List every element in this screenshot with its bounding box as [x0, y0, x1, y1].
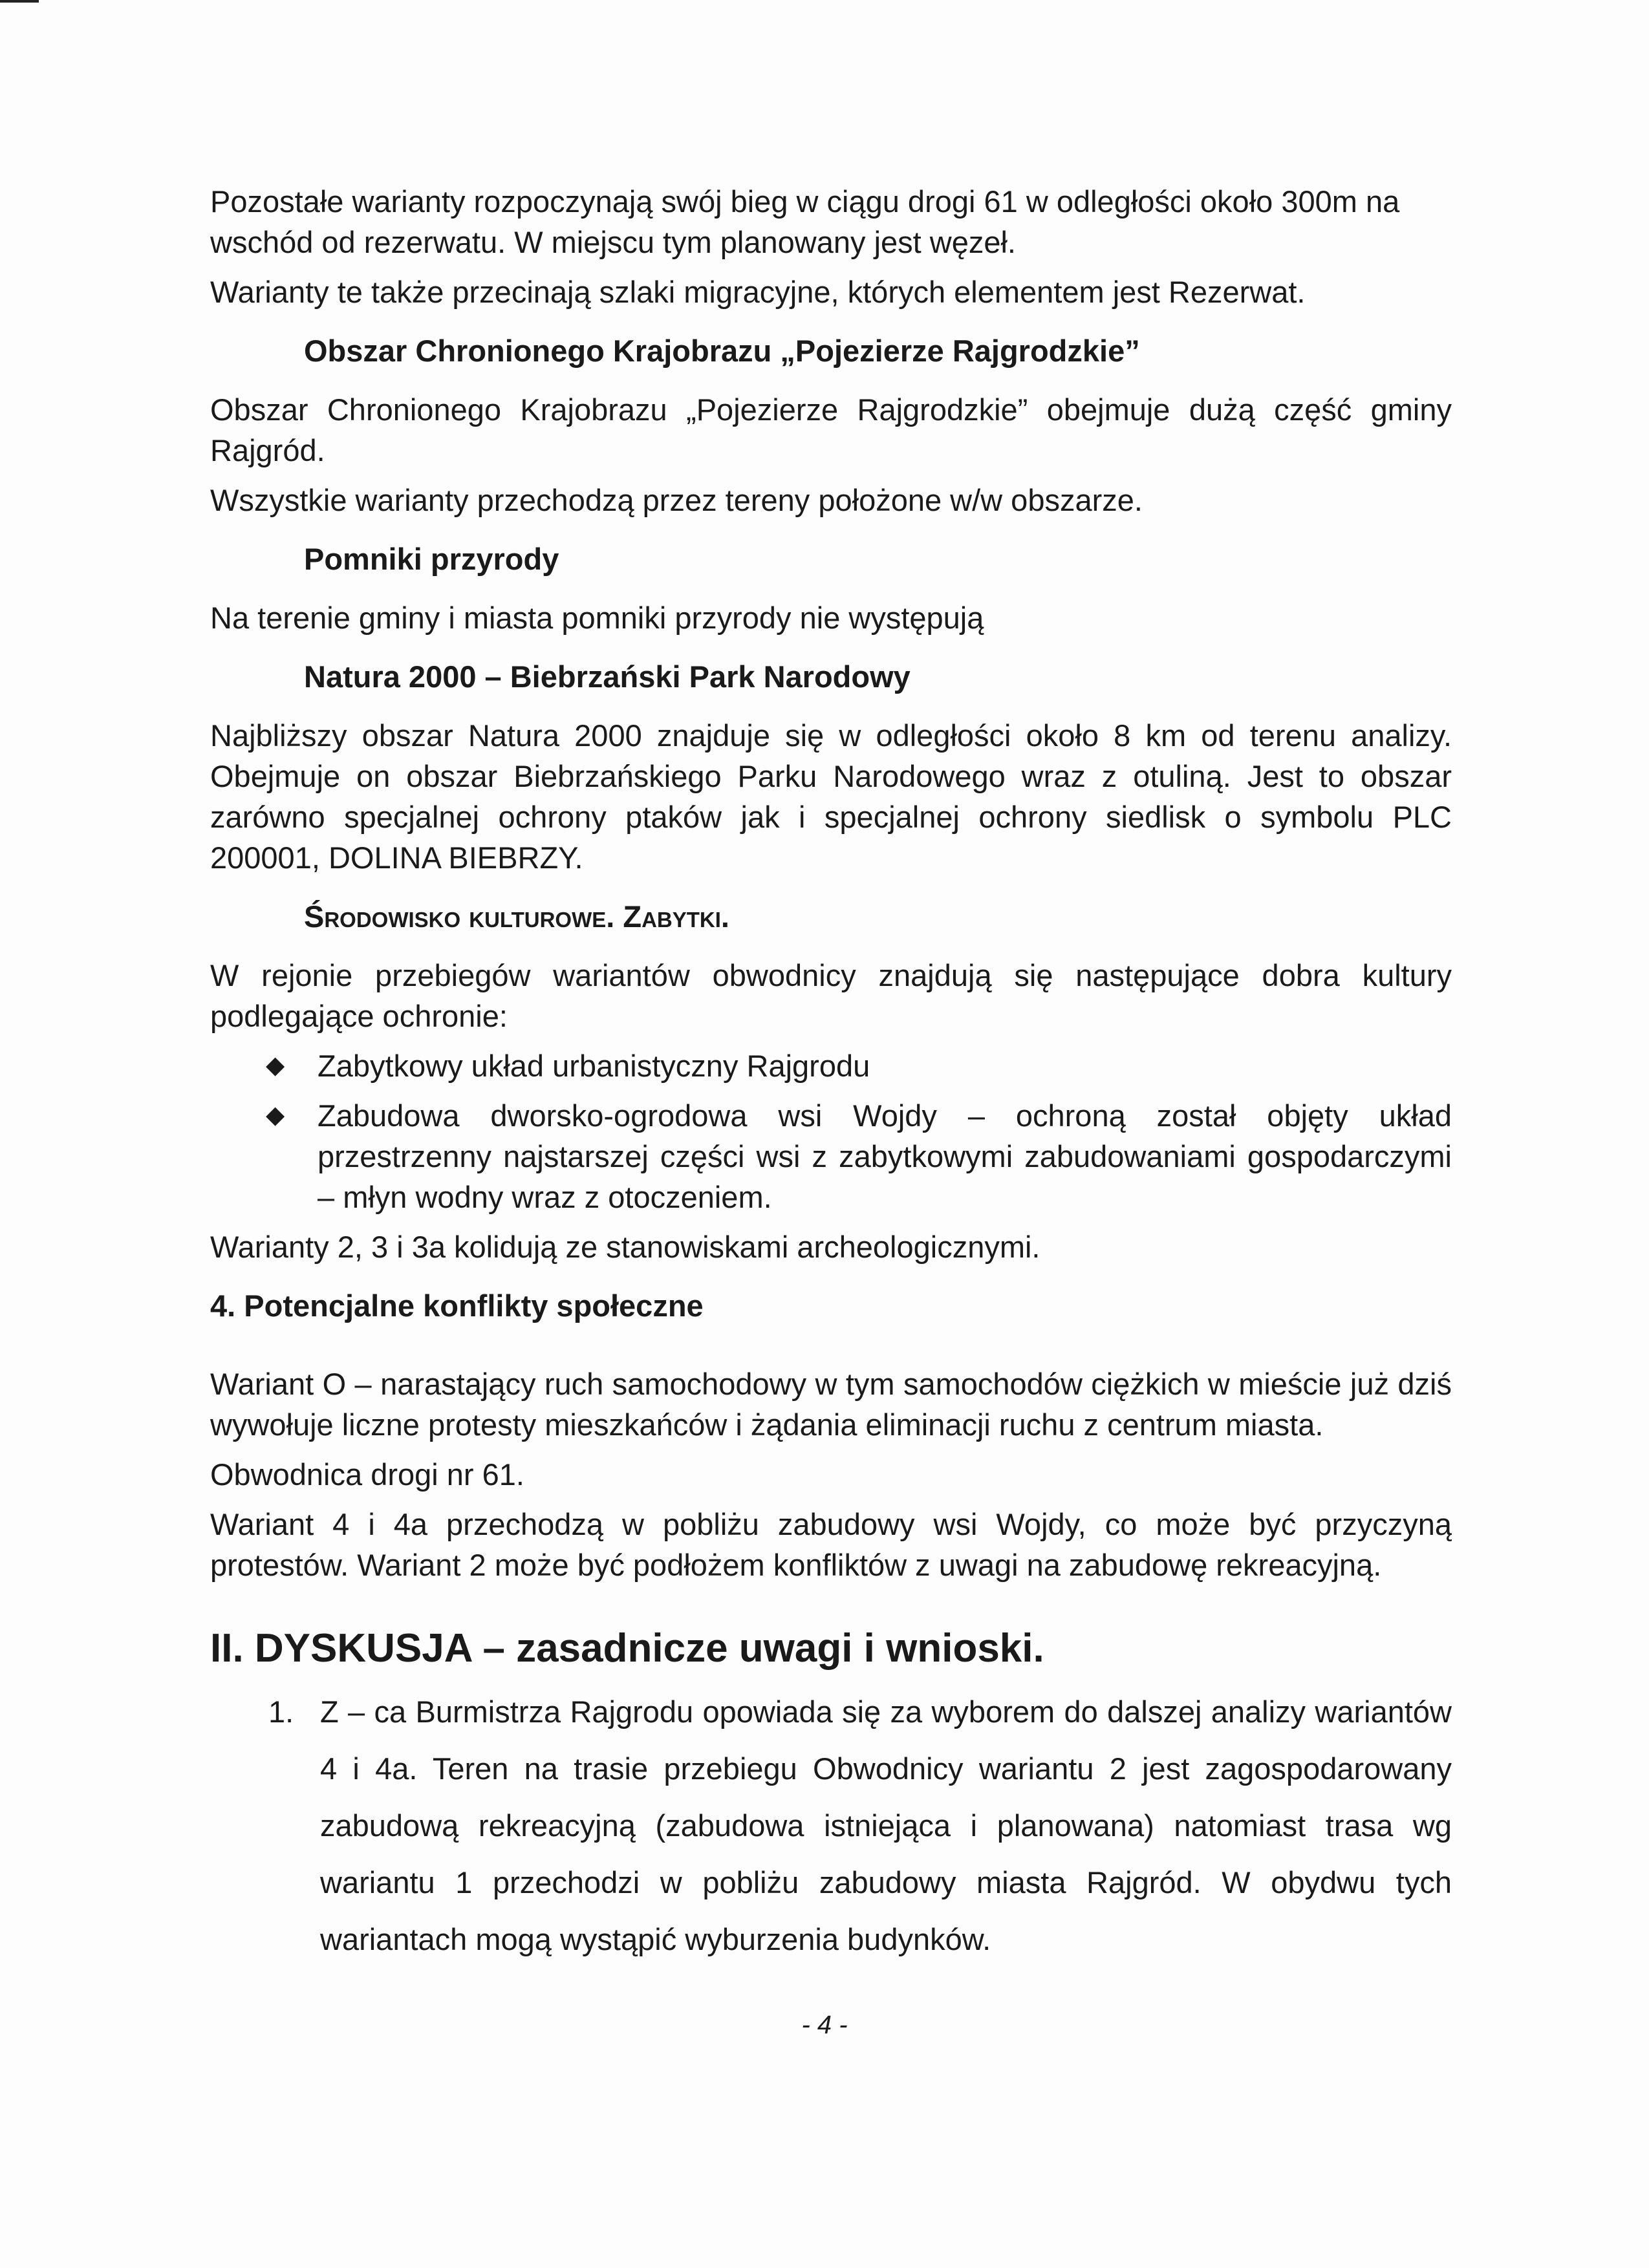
- scan-edge-mark: [0, 0, 39, 3]
- kultura-bullet-list: [210, 1045, 1452, 1217]
- document-body: [210, 181, 1452, 1968]
- dyskusja-numbered-list: [210, 1684, 1452, 1968]
- heading-natura: Natura 2000 – Biebrzański Park Narodowy: [304, 659, 911, 694]
- paragraph-osk-1: Obszar Chronionego Krajobrazu „Pojezierze Rajgrodzkie” obejmuje dużą część gminy Rajgród.: [210, 392, 1452, 467]
- list-item-text: Z – ca Burmistrza Rajgrodu opowiada się za wyborem do dalszej analizy wariantów 4 i 4a. Teren na trasie przebiegu Obwodnicy wariantu 2 jest zagospodarowany zabudową rekreacyjną (zabudowa istniejąca i planowana) natomiast trasa wg wariantu 1 przechodzi w pobliżu zabudowy miasta Rajgród. W obydwu tych wariantach mogą wystąpić wyburzenia budynków.: [320, 1695, 1452, 1956]
- paragraph-kultura-1: W rejonie przebiegów wariantów obwodnicy znajdują się następujące dobra kultury podlegające ochronie:: [210, 958, 1452, 1033]
- list-item-text: Zabudowa dworsko-ogrodowa wsi Wojdy – ochroną został objęty układ przestrzenny najstarszej części wsi z zabytkowymi zabudowaniami gospodarczymi – młyn wodny wraz z otoczeniem.: [318, 1098, 1452, 1214]
- paragraph-osk-2: Wszystkie warianty przechodzą przez tereny położone w/w obszarze.: [210, 483, 1143, 517]
- list-item: [268, 1684, 1452, 1968]
- paragraph-konflikty-1: Wariant O – narastający ruch samochodowy w tym samochodów ciężkich w mieście już dziś wywołuje liczne protesty mieszkańców i żądania eliminacji ruchu z centrum miasta.: [210, 1367, 1452, 1442]
- list-item-number: 1.: [268, 1695, 294, 1729]
- list-item-text: Zabytkowy układ urbanistyczny Rajgrodu: [318, 1049, 870, 1083]
- paragraph-intro-1: Pozostałe warianty rozpoczynają swój bieg w ciągu drogi 61 w odległości około 300m na wschód od rezerwatu. W miejscu tym planowany jest węzeł.: [210, 184, 1400, 259]
- paragraph-konflikty-3: Wariant 4 i 4a przechodzą w pobliżu zabudowy wsi Wojdy, co może być przyczyną protestów. Wariant 2 może być podłożem konfliktów z uwagi na zabudowę rekreacyjną.: [210, 1507, 1452, 1582]
- diamond-bullet-icon: ◆: [266, 1102, 285, 1129]
- list-item: [266, 1095, 1452, 1217]
- heading-osk: Obszar Chronionego Krajobrazu „Pojezierze Rajgrodzkie”: [304, 334, 1140, 368]
- paragraph-konflikty-2: Obwodnica drogi nr 61.: [210, 1457, 524, 1492]
- heading-pomniki: Pomniki przyrody: [304, 542, 559, 576]
- diamond-bullet-icon: ◆: [266, 1052, 285, 1079]
- paragraph-kultura-2: Warianty 2, 3 i 3a kolidują ze stanowiskami archeologicznymi.: [210, 1230, 1040, 1264]
- heading-konflikty: 4. Potencjalne konflikty społeczne: [210, 1289, 704, 1323]
- list-item: [266, 1045, 1452, 1086]
- heading-dyskusja: II. DYSKUSJA – zasadnicze uwagi i wnioski.: [210, 1626, 1044, 1671]
- paragraph-intro-2: Warianty te także przecinają szlaki migracyjne, których elementem jest Rezerwat.: [210, 275, 1306, 309]
- page-number: - 4 -: [801, 2011, 848, 2039]
- paragraph-pomniki-1: Na terenie gminy i miasta pomniki przyrody nie występują: [210, 601, 984, 635]
- paragraph-natura-1: Najbliższy obszar Natura 2000 znajduje się w odległości około 8 km od terenu analizy. Obejmuje on obszar Biebrzańskiego Parku Narodowego wraz z otuliną. Jest to obszar zarówno specjalnej ochrony ptaków jak i specjalnej ochrony siedlisk o symbolu PLC 200001, DOLINA BIEBRZY.: [210, 718, 1452, 875]
- heading-kultura: Środowisko kulturowe. Zabytki.: [304, 899, 729, 934]
